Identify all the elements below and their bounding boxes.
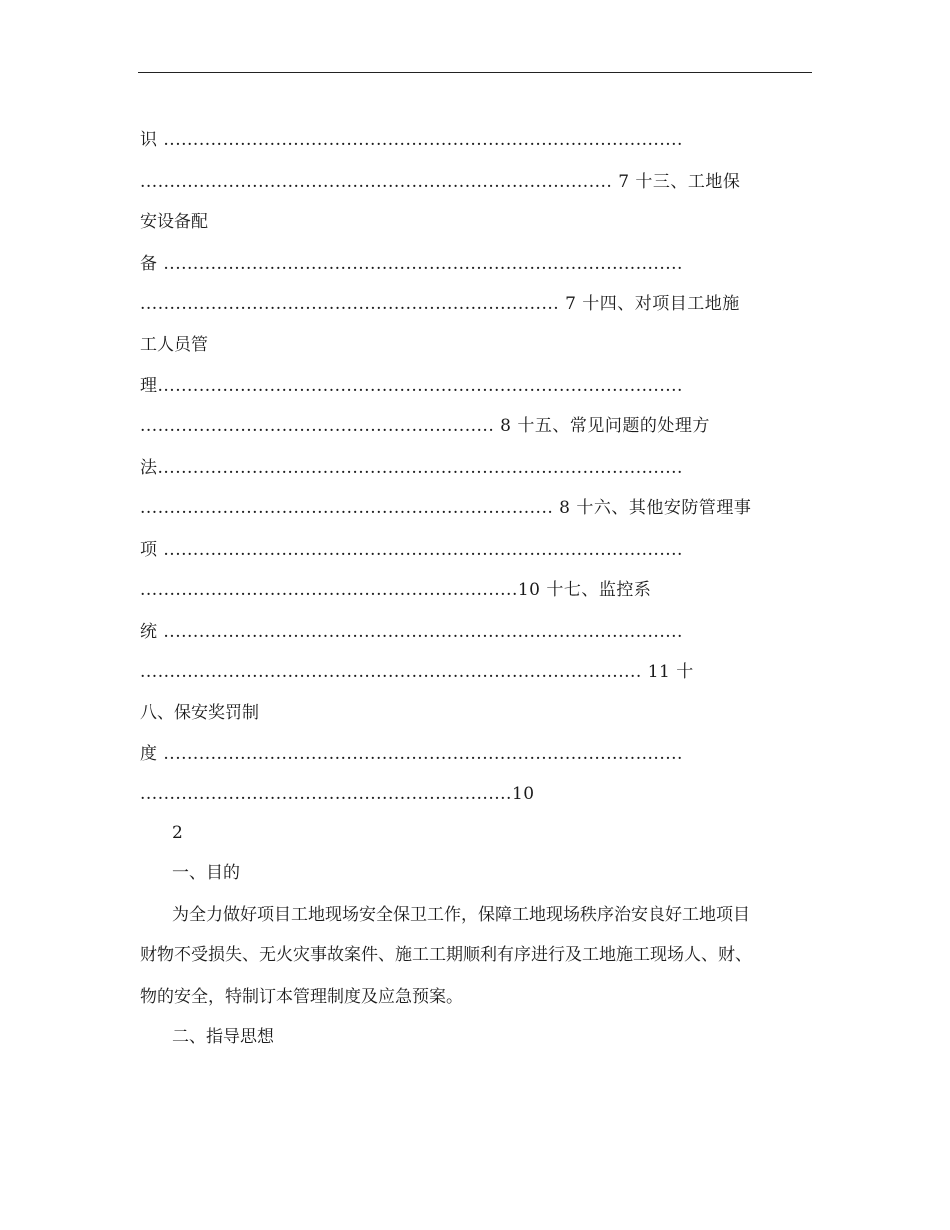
body-paragraph-line: 物的安全，特制订本管理制度及应急预案。 — [140, 987, 463, 1007]
toc-line: ................................................................................ 7 十三、工地保 — [140, 172, 741, 192]
toc-line: 备 ........................................................................................ — [140, 254, 683, 274]
toc-line: 度 ........................................................................................ — [140, 744, 683, 764]
toc-line: ..................................................................................... 11 十 — [140, 662, 694, 682]
toc-line: 项 ........................................................................................ — [140, 540, 683, 560]
toc-line: ............................................................ 8 十五、常见问题的处理方 — [140, 416, 710, 436]
toc-line: 理......................................................................................... — [140, 376, 683, 396]
toc-line: 安设备配 — [140, 212, 208, 232]
toc-line: ................................................................10 十七、监控系 — [140, 580, 652, 600]
page-number: 2 — [172, 823, 183, 843]
toc-line: 识 ........................................................................................ — [140, 130, 683, 150]
toc-line: 法......................................................................................... — [140, 458, 683, 478]
body-paragraph-line: 财物不受损失、无火灾事故案件、施工工期顺利有序进行及工地施工现场人、财、 — [140, 945, 752, 965]
toc-line: ....................................................................... 7 十四、对项目工地施 — [140, 294, 740, 314]
toc-line: ...................................................................... 8 十六、其他安防管理事 — [140, 498, 752, 518]
header-rule — [138, 72, 812, 73]
toc-line: 工人员管 — [140, 335, 208, 355]
section-heading: 一、目的 — [172, 863, 240, 883]
section-heading: 二、指导思想 — [172, 1027, 274, 1047]
toc-line: ...............................................................10 — [140, 784, 535, 804]
toc-line: 八、保安奖罚制 — [140, 703, 259, 723]
body-paragraph-line: 为全力做好项目工地现场安全保卫工作，保障工地现场秩序治安良好工地项目 — [172, 905, 750, 925]
toc-line: 统 ........................................................................................ — [140, 622, 683, 642]
